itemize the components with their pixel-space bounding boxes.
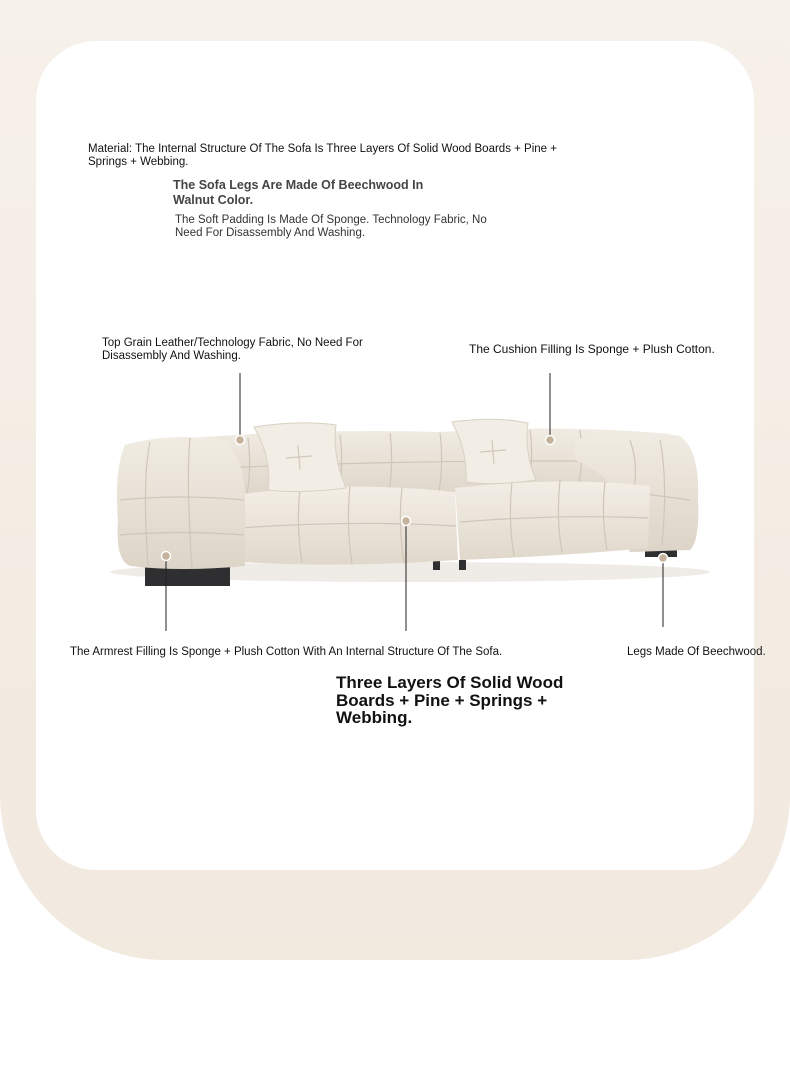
callout-dot-legs (659, 554, 668, 563)
callout-armrest: The Armrest Filling Is Sponge + Plush Cotton With An Internal Structure Of The Sofa. (70, 646, 503, 658)
callout-dot-structure (402, 517, 411, 526)
callout-dot-leather (236, 436, 245, 445)
callout-cushion: The Cushion Filling Is Sponge + Plush Cotton. (469, 342, 715, 356)
callout-leather: Top Grain Leather/Technology Fabric, No Need For Disassembly And Washing. (102, 337, 363, 362)
sofa-leg-middle-2 (459, 560, 466, 570)
callout-structure: Three Layers Of Solid Wood Boards + Pine + Springs + Webbing. (336, 673, 564, 727)
callout-dot-armrest (162, 552, 171, 561)
callout-dot-cushion (546, 436, 555, 445)
sofa-armrest-left (117, 437, 245, 569)
soft-padding-text: The Soft Padding Is Made Of Sponge. Technology Fabric, No Need For Disassembly And Washing. (175, 214, 487, 239)
material-text: Material: The Internal Structure Of The Sofa Is Three Layers Of Solid Wood Boards + Pine + Springs + Webbing. (88, 143, 557, 168)
callout-legs: Legs Made Of Beechwood. (627, 646, 766, 658)
legs-beechwood-text: The Sofa Legs Are Made Of Beechwood In Walnut Color. (173, 178, 424, 207)
sofa-leg-middle-1 (433, 560, 440, 570)
